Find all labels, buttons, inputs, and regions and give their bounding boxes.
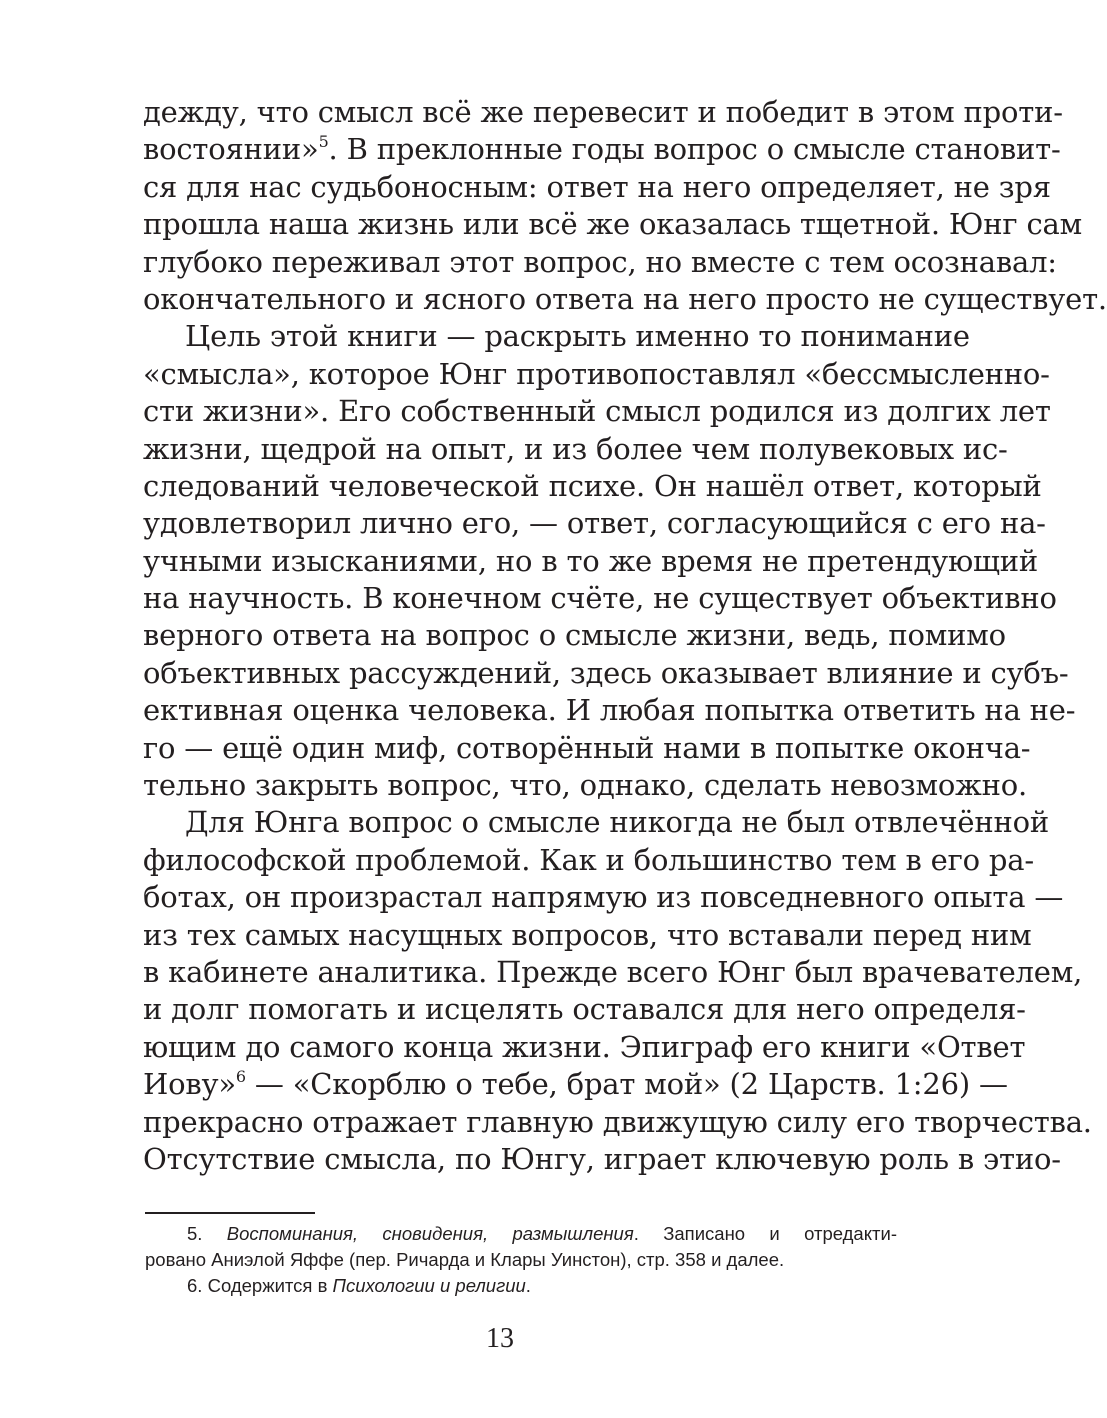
text-line: объективных рассуждений, здесь оказывает влияние и субъ-	[143, 655, 1069, 690]
text-line: востоянии»$^5$. В преклонные годы вопрос о смысле становит-	[143, 132, 1061, 167]
footnote-6: 6. Содержится в Психологии и религии.	[187, 1275, 531, 1296]
text-line: Для Юнга вопрос о смысле никогда не был отвлечённой	[185, 805, 1050, 840]
text-line: ботах, он произрастал напрямую из повседневного опыта —	[143, 880, 1064, 915]
text-line: из тех самых насущных вопросов, что вставали перед ним	[143, 917, 1032, 952]
text-line: дежду, что смысл всё же перевесит и победит в этом проти-	[143, 95, 1063, 129]
text-line: жизни, щедрой на опыт, и из более чем полувековых ис-	[143, 431, 1008, 466]
footnotes	[145, 1221, 897, 1299]
text-line: прекрасно отражает главную движущую силу его творчества.	[143, 1104, 1092, 1139]
text-line: ся для нас судьбоносным: ответ на него определяет, не зря	[143, 169, 1051, 204]
text-line: следований человеческой психе. Он нашёл ответ, который	[143, 468, 1042, 503]
footnote-5-cont: ровано Аниэлой Яффе (пер. Ричарда и Клары Уинстон), стр. 358 и далее.	[145, 1249, 785, 1270]
text-line: философской проблемой. Как и большинство тем в его ра-	[143, 842, 1034, 877]
text-line: учными изысканиями, но в то же время не претендующий	[143, 543, 1039, 578]
footnote-5: 5. Воспоминания, сновидения, размышления. Записано и отредакти-	[187, 1223, 897, 1244]
text-line: Отсутствие смысла, по Юнгу, играет ключевую роль в этио-	[143, 1141, 1061, 1176]
text-line: го — ещё один миф, сотворённый нами в попытке оконча-	[143, 730, 1031, 765]
text-line: ющим до самого конца жизни. Эпиграф его книги «Ответ	[143, 1029, 1026, 1064]
text-line: сти жизни». Его собственный смысл родился из долгих лет	[143, 394, 1051, 429]
text-line: окончательного и ясного ответа на него просто не существует.	[143, 281, 1107, 316]
text-line: в кабинете аналитика. Прежде всего Юнг был врачевателем,	[143, 954, 1083, 989]
text-line: удовлетворил лично его, — ответ, согласующийся с его на-	[143, 506, 1046, 541]
footnote-ref-5[interactable]: 5	[318, 132, 329, 152]
text-line: тельно закрыть вопрос, что, однако, сделать невозможно.	[143, 768, 1028, 803]
text-line: верного ответа на вопрос о смысле жизни, ведь, помимо	[143, 618, 1006, 653]
footnote-ref-6[interactable]: 6	[235, 1067, 246, 1087]
text-line: «смысла», которое Юнг противопоставлял «бессмысленно-	[143, 356, 1050, 391]
text-line: Цель этой книги — раскрыть именно то понимание	[185, 319, 970, 354]
text-line: глубоко переживал этот вопрос, но вместе с тем осознавал:	[143, 244, 1057, 279]
page-number: 13	[486, 1323, 514, 1354]
text-line: прошла наша жизнь или всё же оказалась тщетной. Юнг сам	[143, 207, 1082, 242]
text-line: на научность. В конечном счёте, не существует объективно	[143, 581, 1057, 616]
text-line: Иову»$^6$ — «Скорблю о тебе, брат мой» (2 Царств. 1:26) —	[143, 1067, 1008, 1102]
text-line: и долг помогать и исцелять оставался для него определя-	[143, 992, 1026, 1027]
footnote-divider	[145, 1212, 315, 1214]
text-line: ективная оценка человека. И любая попытка ответить на не-	[143, 693, 1076, 728]
main-text	[143, 94, 1107, 1178]
